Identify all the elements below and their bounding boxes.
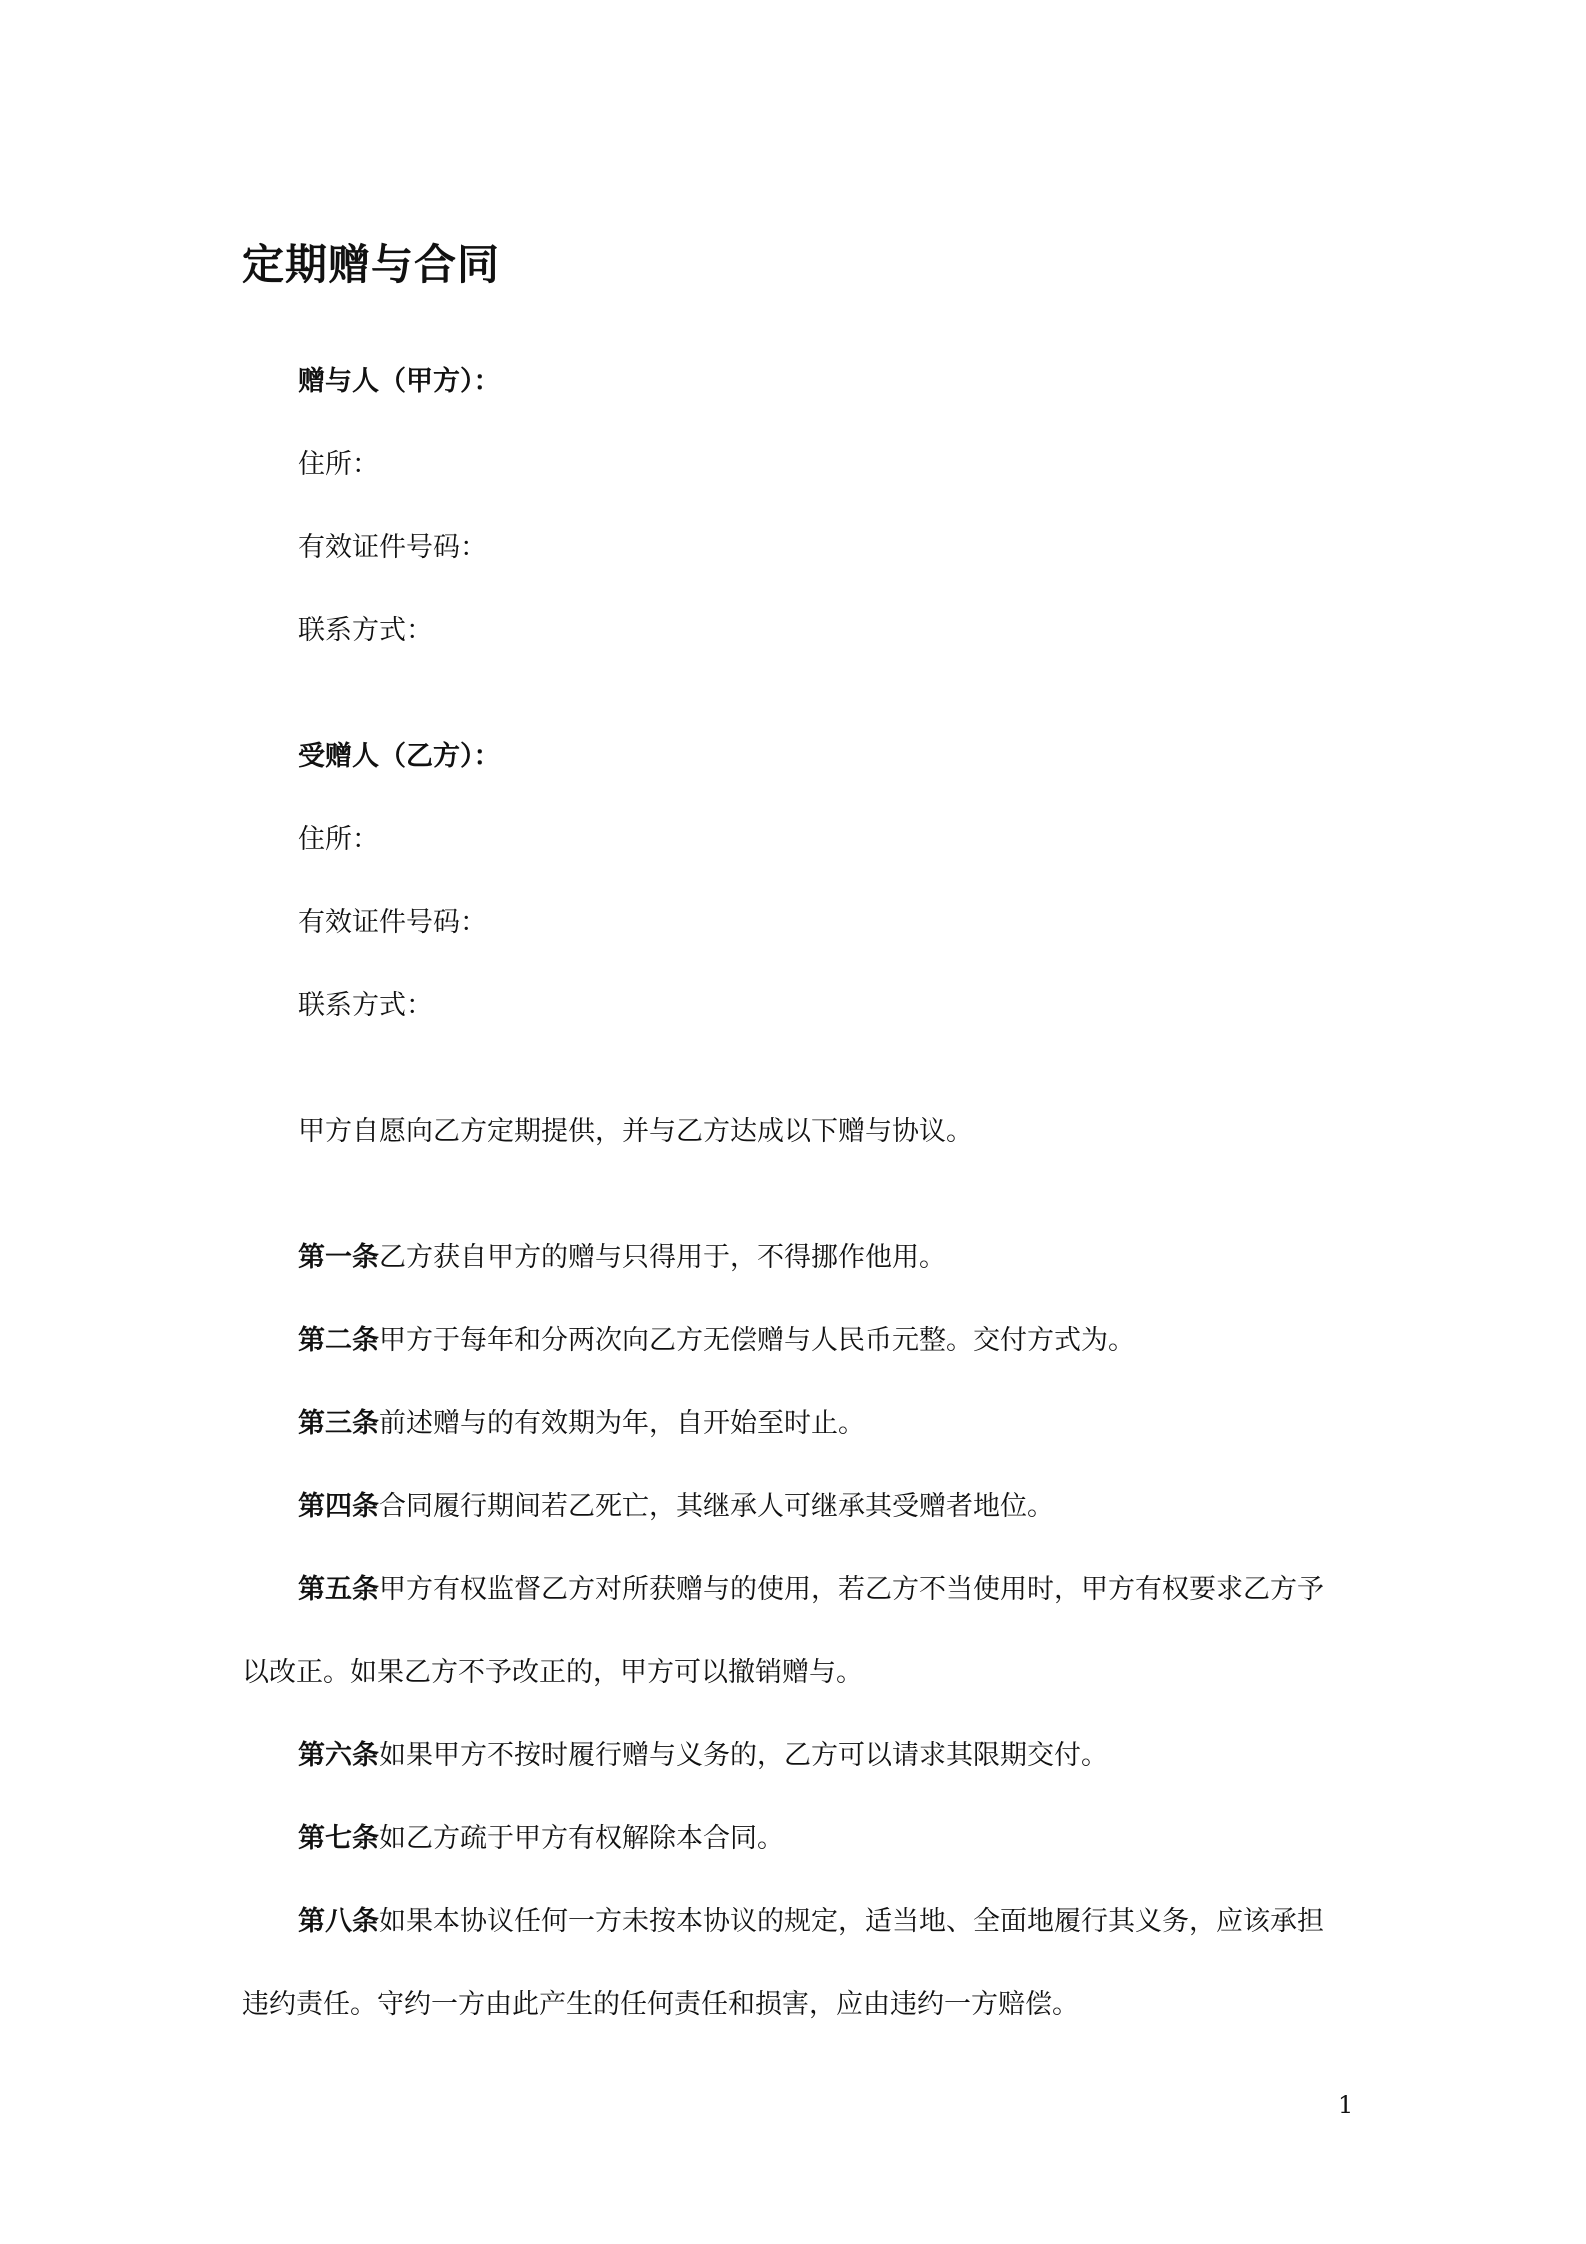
article-7-text: 如乙方疏于甲方有权解除本合同。 <box>379 1823 784 1854</box>
document-title: 定期赠与合同 <box>242 240 501 289</box>
party-b-contact-label: 联系方式： <box>298 990 433 1021</box>
preamble: 甲方自愿向乙方定期提供，并与乙方达成以下赠与协议。 <box>298 1116 973 1147</box>
party-a-address-label: 住所： <box>298 449 379 480</box>
article-2-head: 第二条 <box>298 1325 379 1356</box>
article-4-head: 第四条 <box>298 1491 379 1522</box>
party-b-heading: 受赠人（乙方）： <box>298 741 501 772</box>
article-2-text: 甲方于每年和分两次向乙方无偿赠与人民币元整。交付方式为。 <box>379 1325 1135 1356</box>
article-4 <box>298 1487 1054 1527</box>
article-7 <box>298 1819 784 1859</box>
article-5 <box>298 1570 1324 1610</box>
article-5-continuation: 以改正。如果乙方不予改正的，甲方可以撤销赠与。 <box>242 1657 863 1688</box>
article-5-text: 甲方有权监督乙方对所获赠与的使用，若乙方不当使用时，甲方有权要求乙方予 <box>379 1574 1324 1605</box>
party-b-id-label: 有效证件号码： <box>298 907 487 938</box>
party-a-heading: 赠与人（甲方）： <box>298 366 501 397</box>
article-3-text: 前述赠与的有效期为年，自开始至时止。 <box>379 1408 865 1439</box>
article-2 <box>298 1321 1135 1361</box>
article-6 <box>298 1736 1108 1776</box>
party-a-id-label: 有效证件号码： <box>298 532 487 563</box>
article-1 <box>298 1238 946 1278</box>
article-6-text: 如果甲方不按时履行赠与义务的，乙方可以请求其限期交付。 <box>379 1740 1108 1771</box>
article-8 <box>298 1902 1324 1942</box>
article-3-head: 第三条 <box>298 1408 379 1439</box>
article-8-text: 如果本协议任何一方未按本协议的规定，适当地、全面地履行其义务，应该承担 <box>379 1906 1324 1937</box>
article-8-continuation: 违约责任。守约一方由此产生的任何责任和损害，应由违约一方赔偿。 <box>242 1989 1079 2020</box>
party-a-contact-label: 联系方式： <box>298 615 433 646</box>
party-b-address-label: 住所： <box>298 824 379 855</box>
article-8-head: 第八条 <box>298 1906 379 1937</box>
article-3 <box>298 1404 865 1444</box>
article-4-text: 合同履行期间若乙死亡，其继承人可继承其受赠者地位。 <box>379 1491 1054 1522</box>
article-7-head: 第七条 <box>298 1823 379 1854</box>
article-1-text: 乙方获自甲方的赠与只得用于，不得挪作他用。 <box>379 1242 946 1273</box>
article-1-head: 第一条 <box>298 1242 379 1273</box>
article-6-head: 第六条 <box>298 1740 379 1771</box>
article-5-head: 第五条 <box>298 1574 379 1605</box>
page-number: 1 <box>1338 2091 1354 2119</box>
